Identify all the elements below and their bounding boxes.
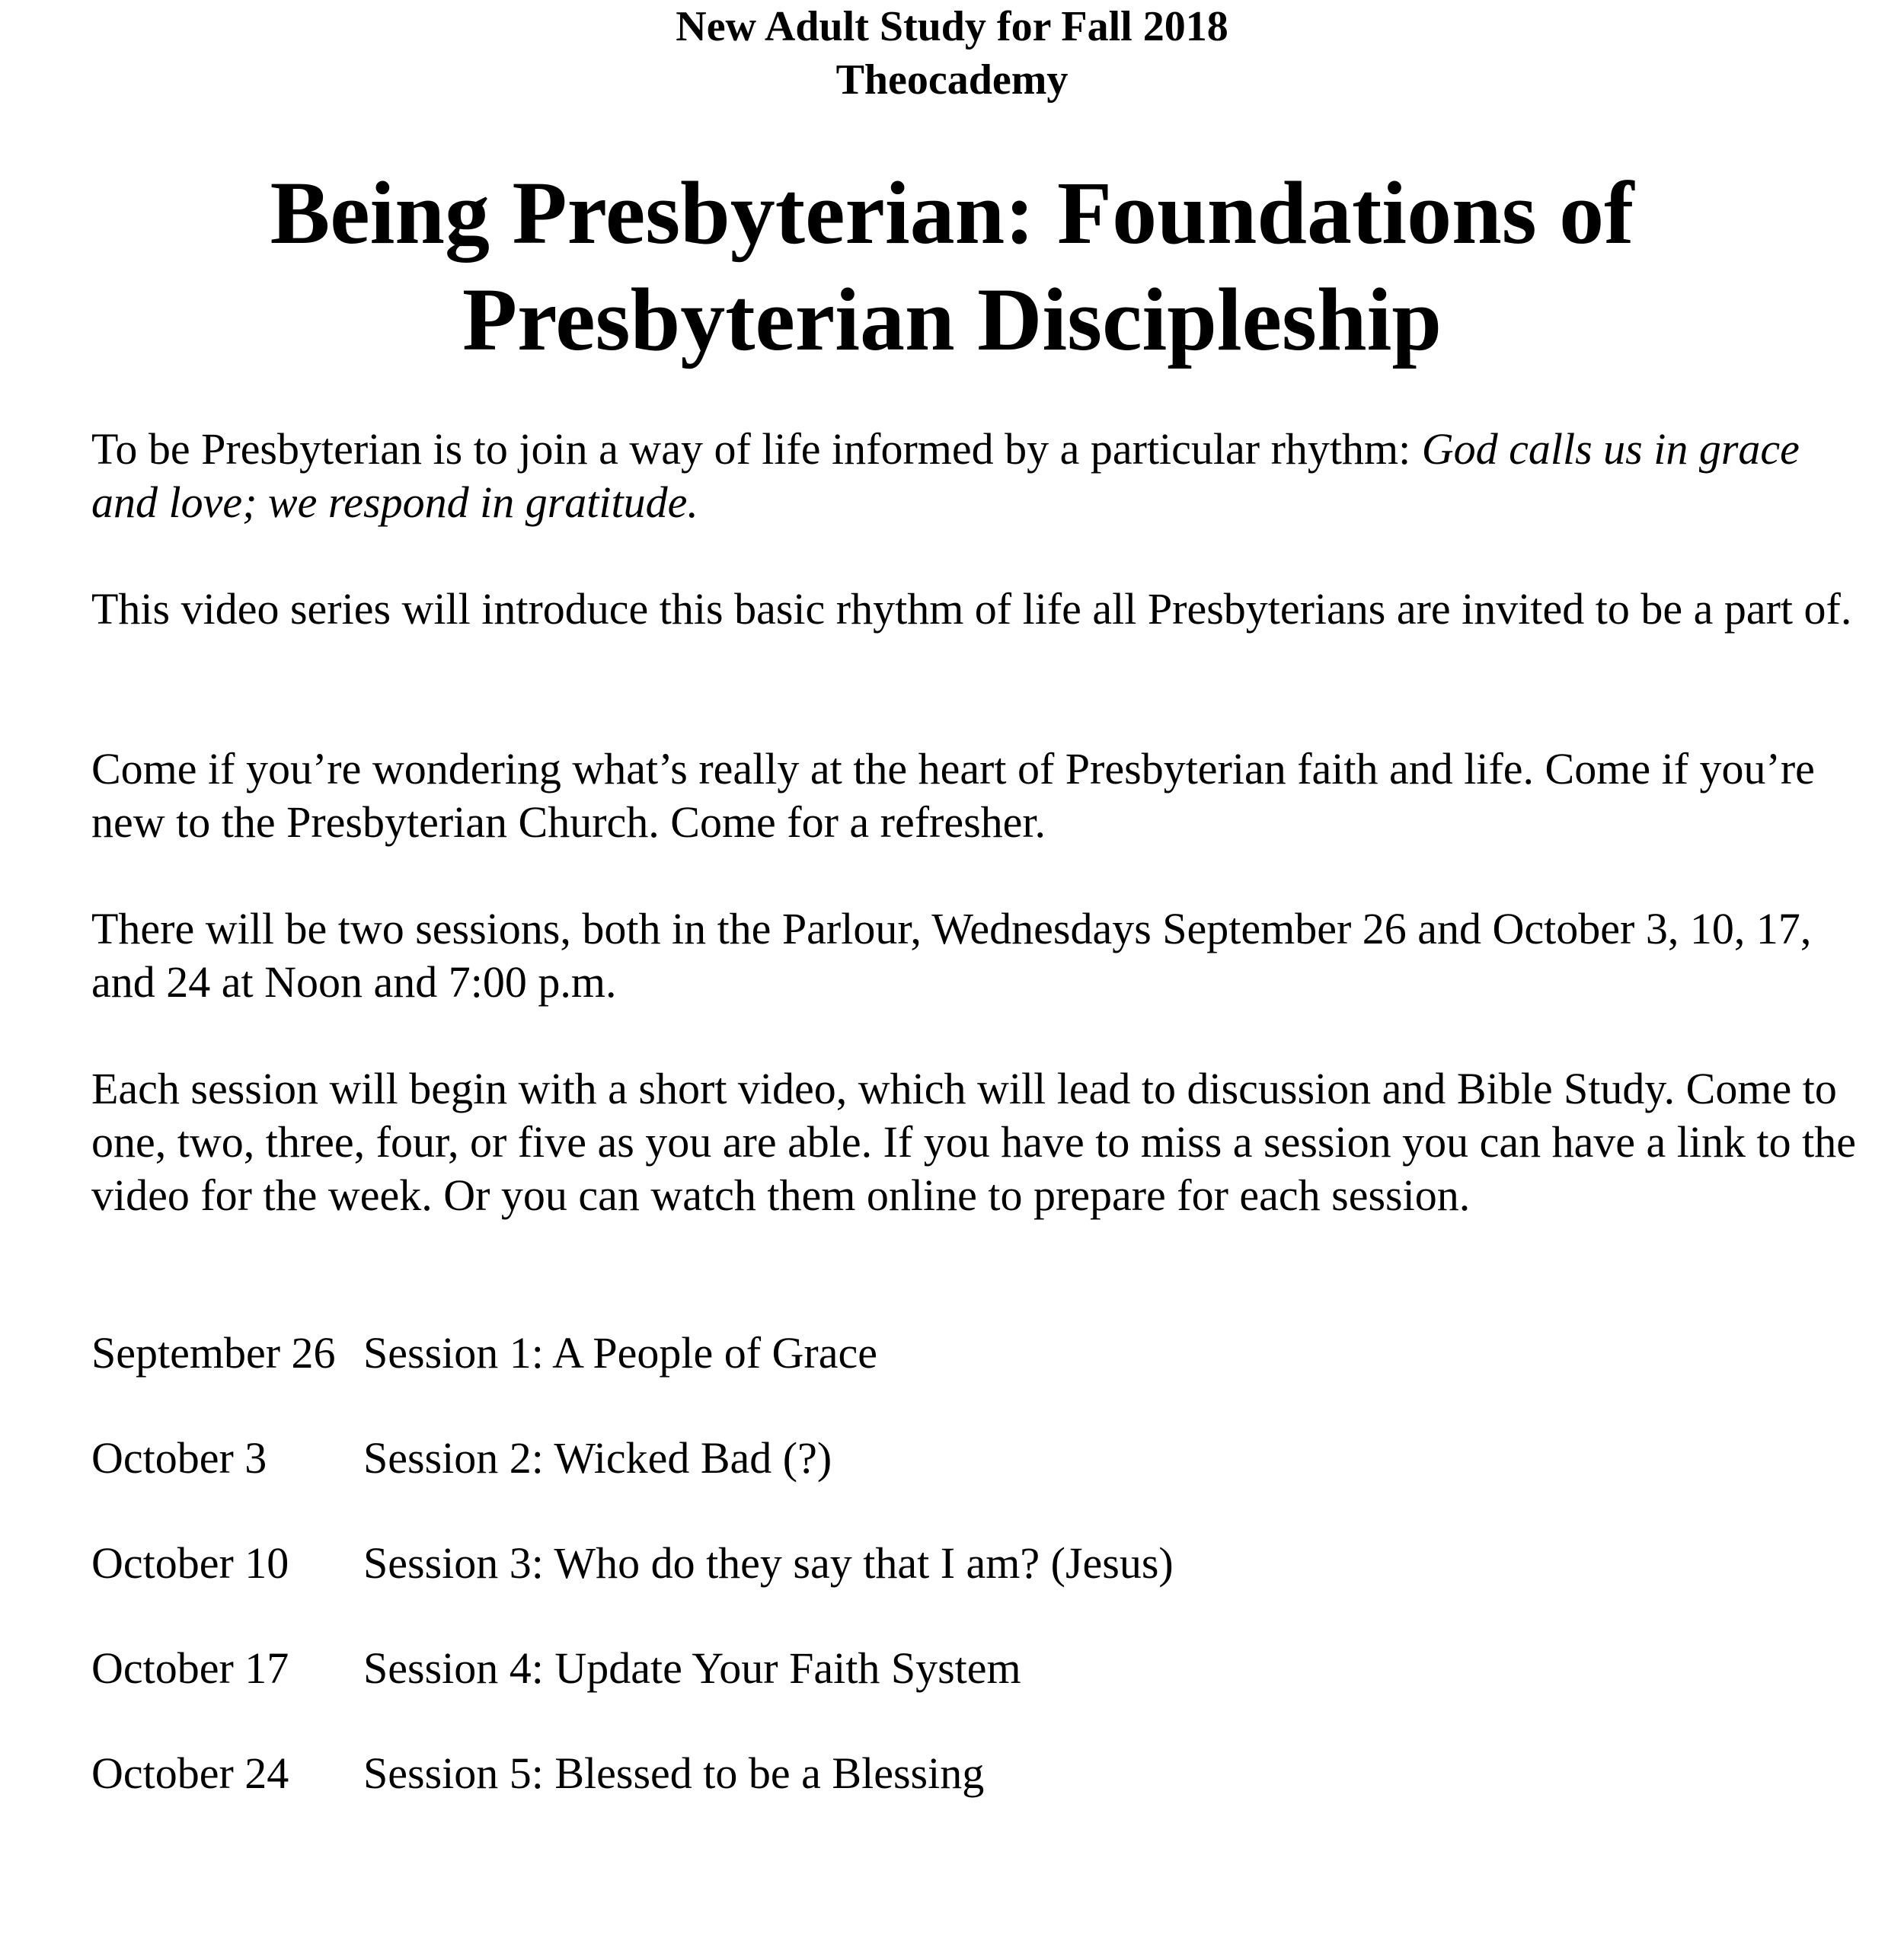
intro-paragraph	[91, 423, 1858, 529]
intro-italic-text: God calls us in grace and love; we respond in gratitude.	[91, 424, 1800, 527]
session-date: October 17	[91, 1643, 289, 1693]
session-row	[91, 1747, 1843, 1800]
page-title-line-1: Being Presbyterian: Foundations of	[270, 163, 1634, 263]
session-row	[91, 1642, 1843, 1695]
header-theocademy-line: Theocademy	[835, 56, 1069, 104]
session-row	[91, 1327, 1843, 1380]
session-row	[91, 1537, 1843, 1590]
session-date: October 10	[91, 1538, 289, 1588]
series-paragraph: This video series will introduce this basic rhythm of life all Presbyterians are invited to be a part of.	[91, 584, 1852, 634]
session-date: October 24	[91, 1748, 289, 1798]
session-date: September 26	[91, 1328, 336, 1378]
intro-plain-text: To be Presbyterian is to join a way of life informed by a particular rhythm:	[91, 424, 1422, 474]
schedule-paragraph: There will be two sessions, both in the Parlour, Wednesdays September 26 and October 3, 10, 17, and 24 at Noon and 7:00 p.m.	[91, 904, 1812, 1007]
session-topic: Session 4: Update Your Faith System	[363, 1643, 1021, 1693]
session-topic: Session 1: A People of Grace	[363, 1328, 877, 1378]
session-date: October 3	[91, 1433, 267, 1483]
invitation-paragraph: Come if you’re wondering what’s really at the heart of Presbyterian faith and life. Come if you’re new to the Presbyterian Church. Come for a refresher.	[91, 744, 1815, 847]
page-title-line-2: Presbyterian Discipleship	[462, 270, 1442, 369]
session-row	[91, 1432, 1843, 1485]
session-format-paragraph: Each session will begin with a short video, which will lead to discussion and Bible Study. Come to one, two, three, four, or five as you are able. If you have to miss a session you can have a link to the video for the week. Or you can watch them online to prepare for each session.	[91, 1064, 1856, 1220]
header-study-line: New Adult Study for Fall 2018	[676, 3, 1228, 50]
session-topic: Session 3: Who do they say that I am? (Jesus)	[363, 1538, 1174, 1588]
session-topic: Session 2: Wicked Bad (?)	[363, 1433, 832, 1483]
session-topic: Session 5: Blessed to be a Blessing	[363, 1748, 985, 1798]
